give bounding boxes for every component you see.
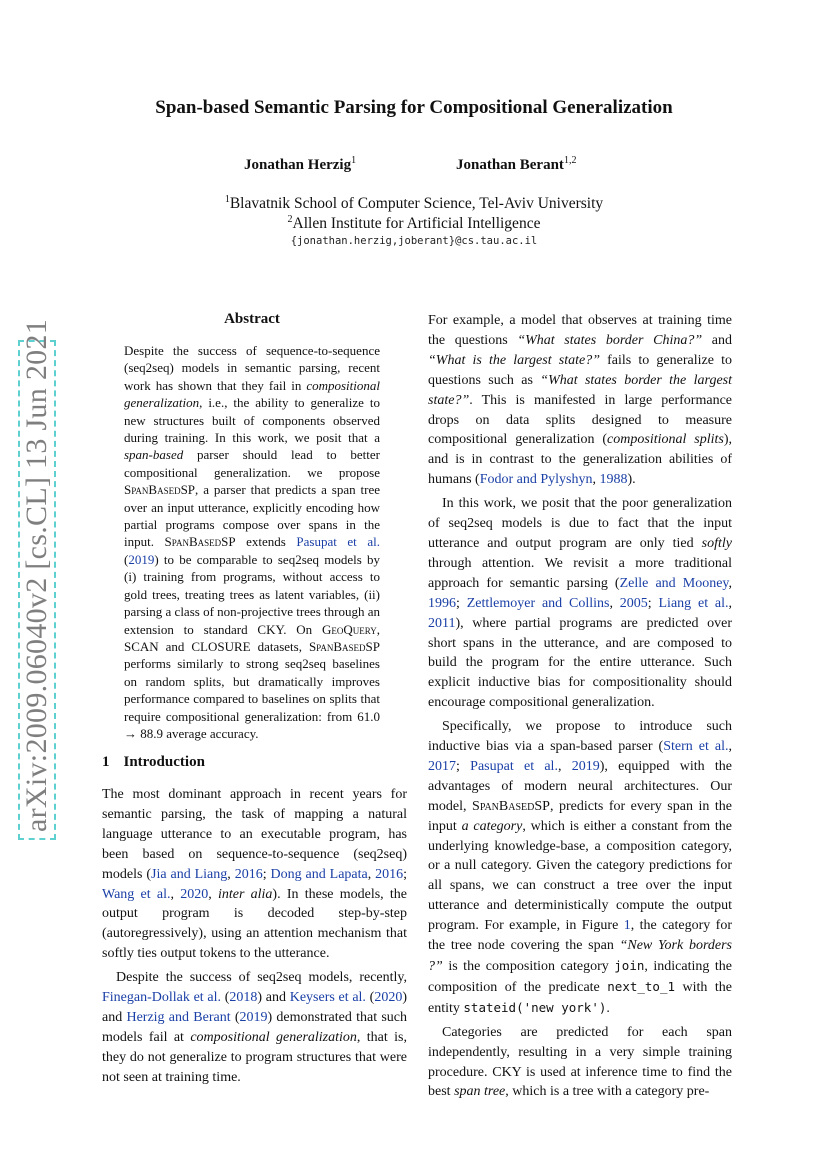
model-name: SpanBasedSP bbox=[164, 534, 236, 550]
paragraph: In this work, we posit that the poor generalization of seq2seq models is due to fact that the input utterance and output program are only tied softly through attention. We revisit a more traditional approach for semantic parsing (Zelle and Mooney, 1996; Zettlemoyer and Collins, 2005; Liang et al., 2011), where partial programs are predicted over short spans in the utterance, and are composed to build the program for the entire utterance. Such explicit inductive bias for compositionality should encourage compositional generalization. bbox=[428, 496, 733, 711]
citation-link[interactable]: Liang et al. bbox=[658, 595, 729, 611]
paragraph: The most dominant approach in recent years for semantic parsing, the task of mapping a natural language utterance to an executable program, has been based on sequence-to-sequence (seq2seq) models (Jia and Liang, 2016; Dong and Lapata, 2016; Wang et al., 2020, inter alia). In these models, the output program is decoded step-by-step (autoregressively), using an attention mechanism that softly ties output tokens to the utterance. bbox=[102, 787, 408, 962]
citation-link[interactable]: Herzig and Berant bbox=[126, 1009, 231, 1025]
author-affiliation-marker: 1 bbox=[351, 155, 357, 166]
citation-link[interactable]: 2016 bbox=[234, 866, 263, 882]
citation-link[interactable]: Zettlemoyer and Collins bbox=[466, 595, 610, 611]
model-name: SpanBasedSP bbox=[308, 638, 380, 654]
citation-link[interactable]: 2018 bbox=[229, 990, 258, 1006]
citation-link[interactable]: Wang et al. bbox=[102, 886, 171, 902]
abstract-heading: Abstract bbox=[224, 311, 280, 327]
right-column-body bbox=[428, 311, 732, 1102]
code-token: stateid('new york') bbox=[463, 999, 607, 1015]
affiliation-2 bbox=[0, 210, 828, 234]
code-token: next_to_1 bbox=[607, 978, 675, 994]
citation-link[interactable]: Pasupat et al. bbox=[296, 534, 380, 550]
citation-link[interactable]: 2017 bbox=[428, 758, 456, 774]
paragraph: Despite the success of seq2seq models, recently, Finegan-Dollak et al. (2018) and Keysers et al. (2020) and Herzig and Berant (2019) demonstrated that such models fail at compositional generalization, that is, they do not generalize to program structures that were not seen at training time. bbox=[102, 970, 407, 1085]
model-name: SpanBasedSP bbox=[472, 798, 550, 814]
citation-link[interactable]: 2019 bbox=[571, 758, 600, 774]
paragraph: Specifically, we propose to introduce such inductive bias via a span-based parser (Stern et al., 2017; Pasupat et al., 2019), equipped with the advantages of modern neural architectures. Our model, SpanBasedSP, predicts for every span in the input a category, which is either a constant from the underlying knowledge-base, a composition category, or a null category. Given the category predictions for all spans, we can construct a tree over the input utterance and deterministically compute the output program. For example, in Figure 1, the category for the tree node covering the span “New York borders ?” is the composition category join, indicating the composition of the predicate next_to_1 with the entity stateid('new york'). bbox=[428, 719, 733, 1016]
code-token: join bbox=[614, 958, 645, 973]
citation-link[interactable]: 2016 bbox=[375, 866, 404, 882]
citation-link[interactable]: Stern et al. bbox=[663, 739, 729, 755]
section-number: 1 bbox=[102, 754, 110, 770]
citation-link[interactable]: Pasupat et al. bbox=[470, 758, 558, 774]
affiliation-text: Blavatnik School of Computer Science, Tel-Aviv University bbox=[229, 195, 604, 213]
affiliation-marker: 1 bbox=[224, 194, 230, 205]
citation-link[interactable]: 2020 bbox=[180, 886, 209, 902]
citation-link[interactable]: 2011 bbox=[428, 615, 456, 631]
citation-link[interactable]: Finegan-Dollak et al. bbox=[102, 990, 222, 1006]
author-berant bbox=[456, 151, 576, 175]
citation-link[interactable]: 2005 bbox=[619, 595, 648, 611]
left-column-body bbox=[102, 785, 407, 1088]
author-name: Jonathan Berant bbox=[456, 157, 564, 173]
citation-link[interactable]: 1996 bbox=[428, 595, 456, 611]
section-heading-introduction bbox=[102, 754, 205, 771]
author-name: Jonathan Herzig bbox=[244, 157, 352, 173]
affiliation-marker: 2 bbox=[287, 214, 293, 225]
dataset-name: GeoQuery bbox=[321, 621, 377, 637]
citation-link[interactable]: 2020 bbox=[374, 990, 403, 1006]
citation-link[interactable]: 2019 bbox=[128, 551, 155, 567]
figure-link[interactable]: 1 bbox=[623, 918, 631, 934]
citation-link[interactable]: 2019 bbox=[239, 1009, 268, 1025]
arxiv-stamp: arXiv:2009.06040v2 [cs.CL] 13 Jun 2021 bbox=[18, 340, 56, 840]
paragraph: Categories are predicted for each span independently, resulting in a very simple training procedure. CKY is used at inference time to find the best span tree, which is a tree with a category pre- bbox=[428, 1024, 732, 1100]
section-title: Introduction bbox=[123, 754, 205, 770]
author-email: {jonathan.herzig,joberant}@cs.tau.ac.il bbox=[290, 235, 538, 247]
author-herzig bbox=[244, 151, 356, 175]
citation-link[interactable]: Jia and Liang bbox=[151, 866, 228, 882]
affiliation-text: Allen Institute for Artificial Intelligence bbox=[292, 215, 541, 233]
citation-link[interactable]: Keysers et al. bbox=[289, 990, 366, 1006]
citation-link[interactable]: Fodor and Pylyshyn bbox=[479, 472, 593, 488]
abstract-body: Despite the success of sequence-to-sequence (seq2seq) models in semantic parsing, recent work has shown that they fail in compositional generalization, i.e., the ability to generalize to new structures built of components observed during training. In this work, we posit that a span-based parser should lead to better compositional generalization. we propose SpanBasedSP, a parser that predicts a span tree over an input utterance, explicitly encoding how partial programs compose over spans in the input. SpanBasedSP extends Pasupat et al. (2019) to be comparable to seq2seq models by (i) training from programs, without access to gold trees, treating trees as latent variables, (ii) parsing a class of non-projective trees through an extension to standard CKY. On GeoQuery, SCAN and CLOSURE datasets, SpanBasedSP performs similarly to strong seq2seq baselines on random splits, but dramatically improves performance compared to baselines on splits that require compositional generalization: from 61.0 → 88.9 average accuracy. bbox=[124, 343, 380, 741]
author-affiliation-marker: 1,2 bbox=[563, 155, 577, 166]
citation-link[interactable]: Zelle and Mooney bbox=[619, 575, 729, 591]
paper-title: Span-based Semantic Parsing for Compositional Generalization bbox=[155, 97, 673, 118]
paragraph: For example, a model that observes at training time the questions “What states border China?” and “What is the largest state?” fails to generalize to questions such as “What states border the largest state?”. This is manifested in large performance drops on data splits designed to measure compositional generalization (compositional splits), and is in contrast to the generalization abilities of humans (Fodor and Pylyshyn, 1988). bbox=[428, 313, 732, 488]
citation-link[interactable]: 1988 bbox=[599, 472, 628, 488]
citation-link[interactable]: Dong and Lapata bbox=[270, 866, 368, 882]
model-name: SpanBasedSP bbox=[124, 482, 196, 498]
